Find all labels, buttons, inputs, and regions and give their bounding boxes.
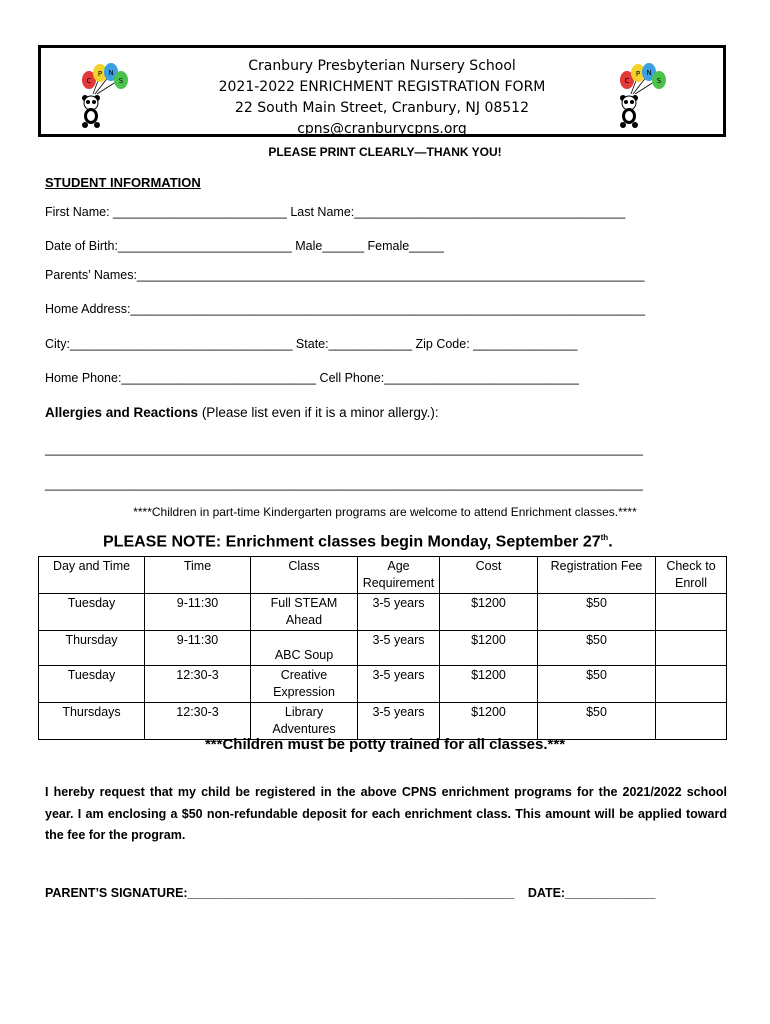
allergies-label-row (45, 405, 439, 420)
table-cell: Library Adventures (251, 703, 358, 740)
table-cell: 12:30-3 (145, 666, 251, 703)
table-header-cell: Time (145, 557, 251, 594)
table-cell: Tuesday (39, 666, 145, 703)
potty-trained-note: ***Children must be potty trained for all classes.*** (204, 736, 566, 753)
consent-paragraph: I hereby request that my child be registered in the above CPNS enrichment programs for the 2021/2022 school year. I am enclosing a $50 non-refundable deposit for each enrichment class. This amount will be applied toward the fee for the program. (45, 785, 727, 842)
logo-letter: S (656, 77, 662, 85)
table-header-cell: Cost (440, 557, 538, 594)
table-cell: 3-5 years (358, 631, 440, 666)
table-cell: $50 (538, 703, 656, 740)
table-cell: Tuesday (39, 594, 145, 631)
table-cell: Full STEAM Ahead (251, 594, 358, 631)
table-header-cell: Age Requirement (358, 557, 440, 594)
student-info-heading: STUDENT INFORMATION (45, 175, 201, 190)
table-cell: $1200 (440, 666, 538, 703)
logo-letter: P (635, 70, 641, 78)
logo-letter: P (97, 70, 103, 78)
date-field[interactable]: DATE:_____________ (527, 886, 656, 900)
parent-signature-field[interactable]: PARENT’S SIGNATURE:_______________________________________________ (45, 886, 515, 900)
table-cell: 9-11:30 (145, 594, 251, 631)
table-cell: $1200 (440, 594, 538, 631)
table-cell: Creative Expression (251, 666, 358, 703)
logo-letter: N (646, 69, 652, 77)
dob-gender-field[interactable]: Date of Birth:_________________________ Male______ Female_____ (45, 239, 444, 253)
first-last-name-field[interactable]: First Name: _________________________ Last Name:_______________________________________ (45, 205, 626, 219)
allergies-note: (Please list even if it is a minor allergy.): (198, 405, 439, 420)
panda-balloon-logo-right (611, 58, 673, 130)
table-row (39, 594, 727, 631)
enrichment-start-note (103, 533, 613, 551)
table-header-cell: Check to Enroll (656, 557, 727, 594)
allergies-label: Allergies and Reactions (45, 405, 199, 420)
school-address: 22 South Main Street, Cranbury, NJ 08512 (235, 100, 529, 116)
phone-field[interactable]: Home Phone:____________________________ Cell Phone:____________________________ (45, 371, 579, 385)
logo-letter: C (624, 77, 630, 85)
table-cell: 12:30-3 (145, 703, 251, 740)
city-state-zip-field[interactable]: City:________________________________ State:____________ Zip Code: _______________ (45, 337, 578, 351)
logo-letter: N (108, 69, 114, 77)
note-end: . (608, 533, 613, 551)
kindergarten-note: ****Children in part-time Kindergarten programs are welcome to attend Enrichment classes.**** (133, 505, 637, 519)
enroll-checkbox-cell[interactable] (656, 703, 727, 740)
enrichment-class-table (38, 556, 727, 740)
header-box (38, 45, 726, 137)
print-notice: PLEASE PRINT CLEARLY—THANK YOU! (268, 145, 502, 159)
parents-names-field[interactable]: Parents’ Names:_________________________________________________________________________ (45, 268, 645, 282)
table-cell: Thursday (39, 631, 145, 666)
enroll-checkbox-cell[interactable] (656, 631, 727, 666)
table-cell: $50 (538, 666, 656, 703)
form-title: 2021-2022 ENRICHMENT REGISTRATION FORM (218, 79, 546, 95)
table-row (39, 703, 727, 740)
table-cell: 3-5 years (358, 594, 440, 631)
table-cell: 3-5 years (358, 666, 440, 703)
table-cell: $50 (538, 594, 656, 631)
logo-letter: C (86, 77, 92, 85)
table-header-cell: Class (251, 557, 358, 594)
note-text: PLEASE NOTE: Enrichment classes begin Monday, September 27 (103, 533, 601, 551)
table-row (39, 631, 727, 666)
table-header-cell: Day and Time (39, 557, 145, 594)
table-header-row (39, 557, 727, 594)
enroll-checkbox-cell[interactable] (656, 594, 727, 631)
table-cell: ABC Soup (251, 631, 358, 666)
table-cell: 9-11:30 (145, 631, 251, 666)
table-cell: $50 (538, 631, 656, 666)
logo-letter: S (118, 77, 124, 85)
allergies-line-2[interactable]: ______________________________________________________________________________________ (45, 477, 643, 491)
school-name: Cranbury Presbyterian Nursery School (248, 58, 516, 74)
school-email: cpns@cranburycpns.org (297, 121, 467, 137)
enroll-checkbox-cell[interactable] (656, 666, 727, 703)
table-cell: $1200 (440, 703, 538, 740)
allergies-line-1[interactable]: ______________________________________________________________________________________ (45, 442, 643, 456)
table-cell: Thursdays (39, 703, 145, 740)
table-row (39, 666, 727, 703)
note-sup: th (600, 533, 609, 542)
signature-row (45, 886, 655, 900)
table-cell: 3-5 years (358, 703, 440, 740)
table-header-cell: Registration Fee (538, 557, 656, 594)
table-cell: $1200 (440, 631, 538, 666)
home-address-field[interactable]: Home Address:__________________________________________________________________________ (45, 302, 645, 316)
